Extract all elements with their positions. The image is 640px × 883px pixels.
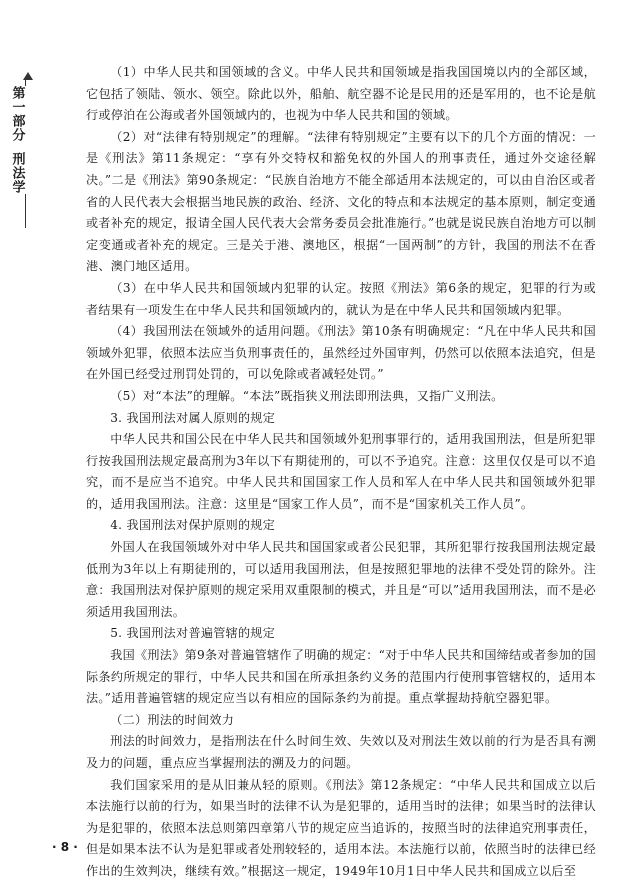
body-text [86, 62, 596, 883]
chapter-side-tab [6, 72, 36, 194]
paragraph: （3）在中华人民共和国领域内犯罪的认定。按照《刑法》第6条的规定，犯罪的行为或者结果有一项发生在中华人民共和国领域内的，就认为是在中华人民共和国领域内犯罪。 [86, 280, 596, 317]
paragraph: 外国人在我国领域外对中华人民共和国国家或者公民犯罪，其所犯罪行按我国刑法规定最低刑为3年以上有期徒刑的，可以适用我国刑法，但是按照犯罪地的法律不受处罚的除外。注意：我国刑法对保护原则的规定采用双重限制的模式，并且是“可以”适用我国刑法，而不是必须适用我国刑法。 [86, 540, 596, 619]
paragraph: 中华人民共和国公民在中华人民共和国领域外犯刑事罪行的，适用我国刑法，但是所犯罪行按我国刑法规定最高刑为3年以下有期徒刑的，可以不予追究。注意：这里仅仅是可以不追究，而不是应当不追究。中华人民共和国国家工作人员和军人在中华人民共和国领域外犯罪的，适用我国刑法。注意：这里是“国家工作人员”，而不是“国家机关工作人员”。 [86, 432, 596, 511]
side-tab-label [8, 86, 27, 194]
section-heading: 4. 我国刑法对保护原则的规定 [110, 518, 276, 533]
paragraph: 我国《刑法》第9条对普遍管辖作了明确的规定：“对于中华人民共和国缔结或者参加的国际条约所规定的罪行，中华人民共和国在所承担条约义务的范围内行使刑事管辖权的，适用本法。”适用普遍管辖的规定应当以有相应的国际条约为前提。重点掌握劫持航空器犯罪。 [86, 648, 596, 706]
paragraph: （5）对“本法”的理解。“本法”既指狭义刑法即刑法典，又指广义刑法。 [110, 388, 504, 403]
paragraph: 刑法的时间效力，是指刑法在什么时间生效、失效以及对刑法生效以前的行为是否具有溯及力的问题，重点应当掌握刑法的溯及力的问题。 [86, 734, 596, 770]
section-heading: （二）刑法的时间效力 [110, 712, 235, 727]
paragraph: （1）中华人民共和国领域的含义。中华人民共和国领域是指我国国境以内的全部区域，它包括了领陆、领水、领空。除此以外，船舶、航空器不论是民用的还是军用的，也不论是航行或停泊在公海或者外国领域内的，也视为中华人民共和国的领域。 [86, 65, 596, 123]
section-heading: 3. 我国刑法对属人原则的规定 [110, 410, 276, 425]
page-number: · 8 · [52, 840, 78, 854]
paragraph: （4）我国刑法在领域外的适用问题。《刑法》第10条有明确规定：“凡在中华人民共和国领域外犯罪，依照本法应当负刑事责任的，虽然经过外国审判，仍然可以依照本法追究，但是在外国已经受过刑罚处罚的，可以免除或者减轻处罚。” [86, 324, 596, 382]
side-tab-subject: 刑法学 [9, 152, 25, 194]
side-tab-part: 第一部分 [9, 86, 25, 142]
section-heading: 5. 我国刑法对普遍管辖的规定 [110, 626, 276, 641]
paragraph: 我们国家采用的是从旧兼从轻的原则。《刑法》第12条规定：“中华人民共和国成立以后本法施行以前的行为，如果当时的法律不认为是犯罪的，适用当时的法律；如果当时的法律认为是犯罪的，依照本法总则第四章第八节的规定应当追诉的，按照当时的法律追究刑事责任，但是如果本法不认为是犯罪或者处刑较轻的，适用本法。本法施行以前，依照当时的法律已经作出的生效判决，继续有效。”根据这一规定，1949年10月1日中华人民共和国成立以后至 [86, 777, 596, 878]
paragraph: （2）对“法律有特别规定”的理解。“法律有特别规定”主要有以下的几个方面的情况：一是《刑法》第11条规定：“享有外交特权和豁免权的外国人的刑事责任，通过外交途径解决。”二是《刑法》第90条规定：“民族自治地方不能全部适用本法规定的，可以由自治区或者省的人民代表大会根据当地民族的政治、经济、文化的特点和本法规定的基本原则，制定变通或者补充的规定，报请全国人民代表大会常务委员会批准施行。”也就是说民族自治地方可以制定变通或者补充的规定。三是关于港、澳地区，根据“一国两制”的方针，我国的刑法不在香港、澳门地区适用。 [86, 129, 596, 274]
